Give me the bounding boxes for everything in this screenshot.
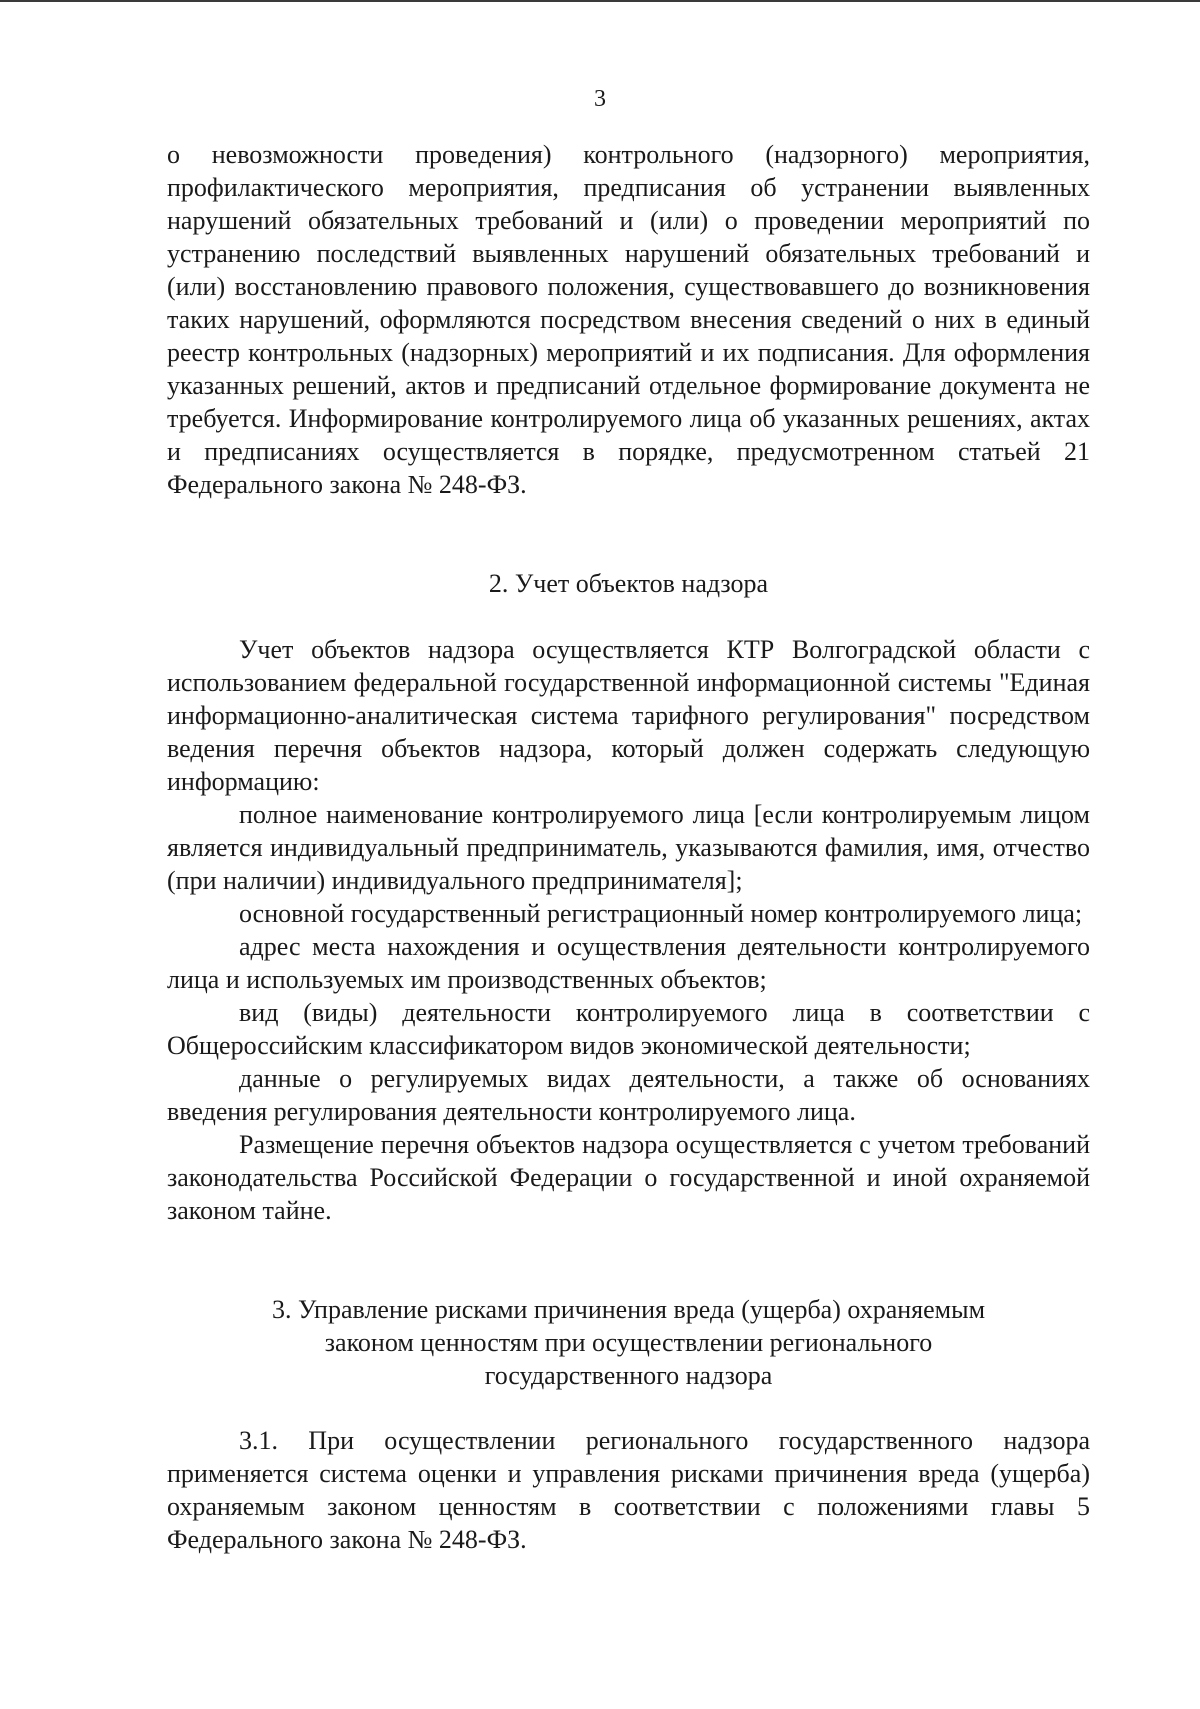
section-2-heading: 2. Учет объектов надзора [488,569,769,598]
heading-line: государственного надзора [484,1361,773,1390]
paragraph: о невозможности проведения) контрольного (надзорного) мероприятия, профилактического мероприятия, предписания об устранении выявленных нарушений обязательных требований и (или) о проведении мероприятий по устранению последствий выявленных нарушений обязательных требований и (или) восстановлению правового положения, существовавшего до возникновения таких нарушений, оформляются посредством внесения сведений о них в единый реестр контрольных (надзорных) мероприятий и их подписания. Для оформления указанных решений, актов и предписаний отдельное формирование документа не требуется. Информирование контролируемого лица об указанных решениях, актах и предписаниях осуществляется в порядке, предусмотренном статьей 21 Федерального закона № 248-ФЗ. [167,140,1090,499]
section-2-body [167,633,1090,1227]
section-3-heading [167,1293,1090,1392]
page-number: 3 [594,86,606,112]
top-border [0,0,1200,2]
section-3-body [167,1424,1090,1556]
list-item-paragraph: данные о регулируемых видах деятельности, а также об основаниях введения регулирования деятельности контролируемого лица. [167,1064,1090,1126]
heading-line: 3. Управление рисками причинения вреда (ущерба) охраняемым [271,1295,986,1324]
paragraph: Учет объектов надзора осуществляется КТР Волгоградской области с использованием федеральной государственной информационной системы "Единая информационно-аналитическая система тарифного регулирования" посредством ведения перечня объектов надзора, который должен содержать следующую информацию: [167,635,1090,796]
list-item-paragraph: основной государственный регистрационный номер контролируемого лица; [239,899,1083,928]
list-item-paragraph: адрес места нахождения и осуществления деятельности контролируемого лица и используемых им производственных объектов; [167,932,1090,994]
heading-line: законом ценностям при осуществлении регионального [324,1328,933,1357]
continued-paragraph-block [167,138,1090,501]
list-item-paragraph: вид (виды) деятельности контролируемого лица в соответствии с Общероссийским классификатором видов экономической деятельности; [167,998,1090,1060]
paragraph: Размещение перечня объектов надзора осуществляется с учетом требований законодательства Российской Федерации о государственной и иной охраняемой законом тайне. [167,1130,1090,1225]
list-item-paragraph: полное наименование контролируемого лица [если контролируемым лицом является индивидуальный предприниматель, указываются фамилия, имя, отчество (при наличии) индивидуального предпринимателя]; [167,800,1090,895]
paragraph: 3.1. При осуществлении регионального государственного надзора применяется система оценки и управления рисками причинения вреда (ущерба) охраняемым законом ценностям в соответствии с положениями главы 5 Федерального закона № 248-ФЗ. [167,1426,1090,1554]
